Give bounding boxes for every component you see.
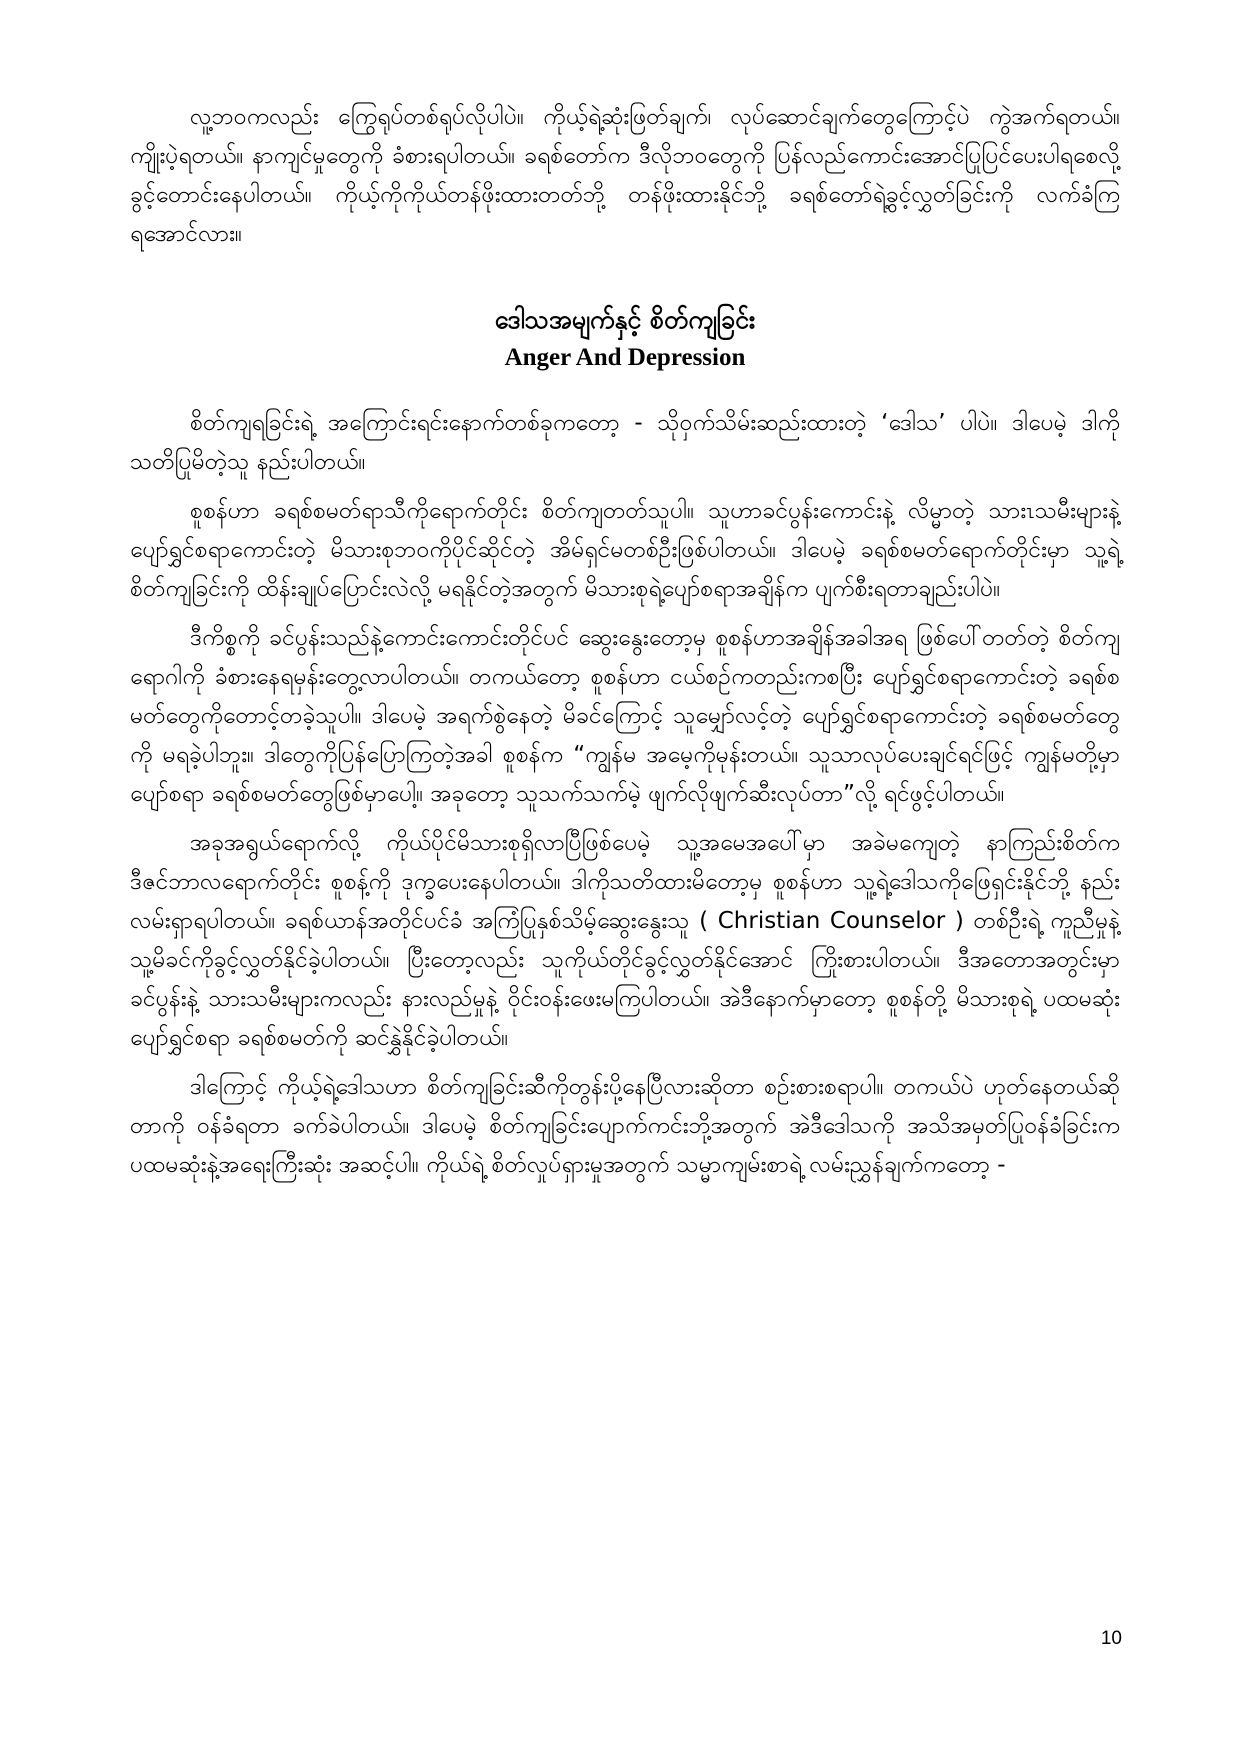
body-paragraph: အခုအရွယ်ရောက်လို့ ကိုယ်ပိုင်မိသားစုရှိလာပြီဖြစ်ပေမဲ့ သူ့အမေအပေါ်မှာ အခဲမကျေတဲ့ နာကြည်းစိတ်က ဒီဇင်ဘာလရောက်တိုင်း စူစန့်ကို ဒုက္ခပေးနေပါတယ်။ ဒါကိုသတိထားမိတော့မှ စူစန်ဟာ သူ့ရဲ့ဒေါသကိုဖြေရှင်းနိုင်ဘို့ နည်းလမ်းရှာရပါတယ်။ ခရစ်ယာန်အတိုင်ပင်ခံ အကြံပြုနှစ်သိမ့်ဆွေးနွေးသူ ( Christian Counselor ) တစ်ဦးရဲ့ ကူညီမှုနဲ့သူ့မိခင်ကိုခွင့်လွှတ်နိုင်ခဲ့ပါတယ်။ ပြီးတော့လည်း သူကိုယ်တိုင်ခွင့်လွှတ်နိုင်အောင် ကြိုးစားပါတယ်။ ဒီအတောအတွင်းမှာ ခင်ပွန်းနဲ့ သားသမီးများကလည်း နားလည်မှုနဲ့ ဝိုင်းဝန်းဖေးမကြပါတယ်။ အဲဒီနောက်မှာတော့ စူစန်တို့ မိသားစုရဲ့ ပထမဆုံးပျော်ရွှင်စရာ ခရစ်စမတ်ကို ဆင်နွှဲနိုင်ခဲ့ပါတယ်။: [130, 830, 1120, 1051]
page-number: 10: [1100, 1628, 1122, 1649]
intro-paragraph: လူ့ဘဝကလည်း ကြွေရုပ်တစ်ရုပ်လိုပါပဲ။ ကိုယ့်ရဲ့ဆုံးဖြတ်ချက်၊ လုပ်ဆောင်ချက်တွေကြောင့်ပဲ ကွဲအက်ရတယ်။ ကျိုးပဲ့ရတယ်။ နာကျင်မှုတွေကို ခံစားရပါတယ်။ ခရစ်တော်က ဒီလိုဘဝတွေကို ပြန်လည်ကောင်းအောင်ပြုပြင်ပေးပါရစေလို့ ခွင့်တောင်းနေပါတယ်။ ကိုယ့်ကိုကိုယ်တန်ဖိုးထားတတ်ဘို့ တန်ဖိုးထားနိုင်ဘို့ ခရစ်တော်ရဲ့ခွင့်လွှတ်ခြင်းကို လက်ခံကြရအောင်လား။: [130, 104, 1120, 247]
heading-myanmar: ဒေါသအမျက်နှင့် စိတ်ကျခြင်း: [494, 305, 756, 334]
body-paragraph: ဒီကိစ္စကို ခင်ပွန်းသည်နဲ့ကောင်းကောင်းတိုင်ပင် ဆွေးနွေးတော့မှ စူစန်ဟာအချိန်အခါအရ ဖြစ်ပေါ်တတ်တဲ့ စိတ်ကျရောဂါကို ခံစားနေရမှန်းတွေ့လာပါတယ်။ တကယ်တော့ စူစန်ဟာ ငယ်စဉ်ကတည်းကစပြီး ပျော်ရွှင်စရာကောင်းတဲ့ ခရစ်စမတ်တွေကိုတောင့်တခဲ့သူပါ။ ဒါပေမဲ့ အရက်စွဲနေတဲ့ မိခင်ကြောင့် သူမျှော်လင့်တဲ့ ပျော်ရွှင်စရာကောင်းတဲ့ ခရစ်စမတ်တွေကို မရခဲ့ပါဘူး။ ဒါတွေကိုပြန်ပြောကြတဲ့အခါ စူစန်က “ကျွန်မ အမေ့ကိုမုန်းတယ်။ သူသာလုပ်ပေးချင်ရင်ဖြင့် ကျွန်မတို့မှာ ပျော်စရာ ခရစ်စမတ်တွေဖြစ်မှာပေါ့။ အခုတော့ သူသက်သက်မဲ့ ဖျက်လိုဖျက်ဆီးလုပ်တာ”လို့ ရင်ဖွင့်ပါတယ်။: [130, 625, 1120, 807]
body-paragraph: စိတ်ကျရခြင်းရဲ့ အကြောင်းရင်းနောက်တစ်ခုကတော့ - သိုဝှက်သိမ်းဆည်းထားတဲ့ ‘ဒေါသ’ ပါပဲ။ ဒါပေမဲ့ ဒါကိုသတိပြုမိတဲ့သူ နည်းပါတယ်။: [130, 410, 1120, 475]
section-heading: [130, 300, 1120, 376]
body-paragraph: ဒါကြောင့် ကိုယ့်ရဲ့ဒေါသဟာ စိတ်ကျခြင်းဆီကိုတွန်းပို့နေပြီလားဆိုတာ စဉ်းစားစရာပါ။ တကယ်ပဲ ဟုတ်နေတယ်ဆိုတာကို ဝန်ခံရတာ ခက်ခဲပါတယ်။ ဒါပေမဲ့ စိတ်ကျခြင်းပျောက်ကင်းဘို့အတွက် အဲဒီဒေါသကို အသိအမှတ်ပြုဝန်ခံခြင်းက ပထမဆုံးနဲ့အရေးကြီးဆုံး အဆင့်ပါ။ ကိုယ်ရဲ့ စိတ်လှုပ်ရှားမှုအတွက် သမ္မာကျမ်းစာရဲ့ လမ်းညွှန်ချက်ကတော့ -: [130, 1074, 1120, 1178]
page-content: [130, 98, 1120, 1195]
heading-english: Anger And Depression: [504, 344, 746, 371]
body-paragraph: စူစန်ဟာ ခရစ်စမတ်ရာသီကိုရောက်တိုင်း စိတ်ကျတတ်သူပါ။ သူဟာခင်ပွန်းကောင်းနဲ့ လိမ္မာတဲ့ သားၤသမီးများနဲ့ ပျော်ရွှင်စရာကောင်းတဲ့ မိသားစုဘဝကိုပိုင်ဆိုင်တဲ့ အိမ်ရှင်မတစ်ဦးဖြစ်ပါတယ်။ ဒါပေမဲ့ ခရစ်စမတ်ရောက်တိုင်းမှာ သူ့ရဲ့စိတ်ကျခြင်းကို ထိန်းချုပ်ပြောင်းလဲလို့ မရနိုင်တဲ့အတွက် မိသားစုရဲ့ပျော်စရာအချိန်က ပျက်စီးရတာချည်းပါပဲ။: [130, 498, 1120, 602]
